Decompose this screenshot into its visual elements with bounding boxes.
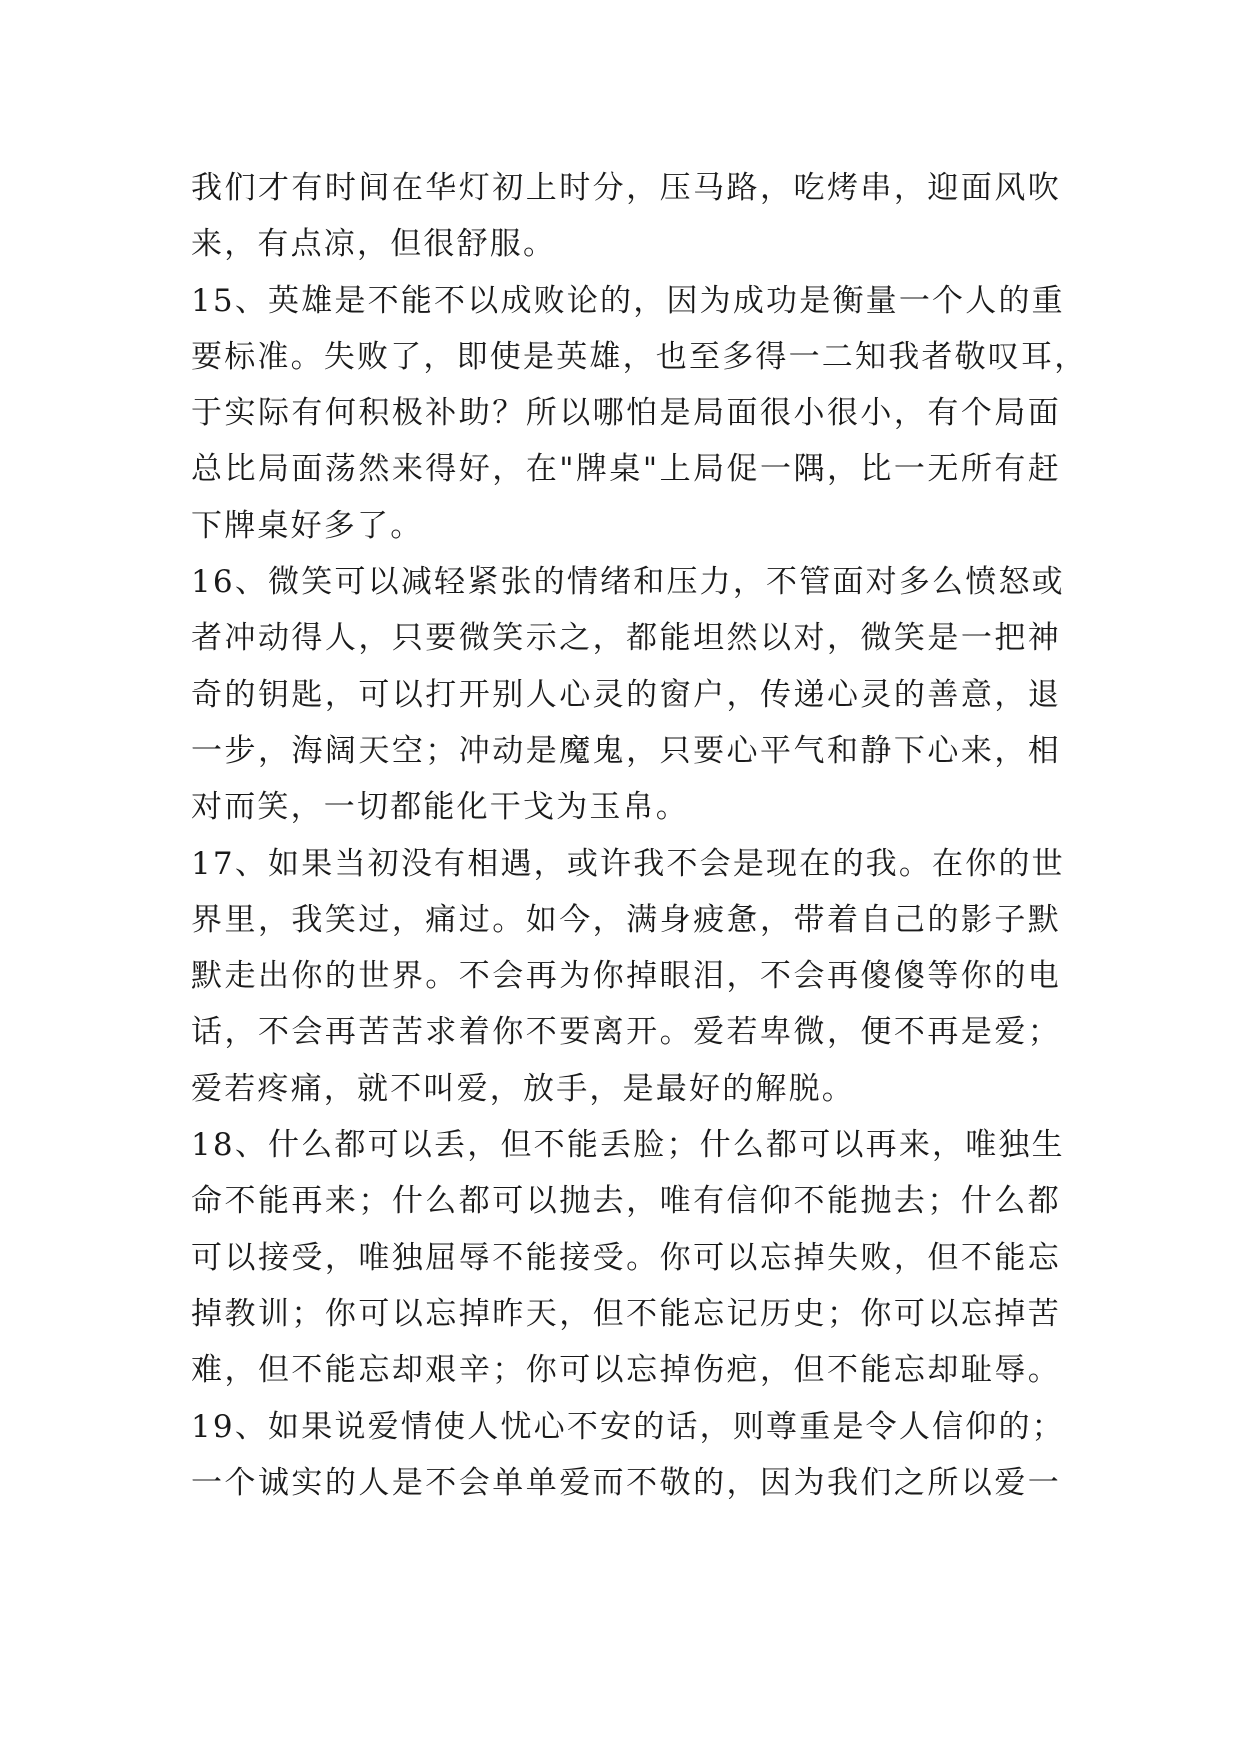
text-line: 17、如果当初没有相遇，或许我不会是现在的我。在你的世 <box>191 845 1065 882</box>
text-line: 对而笑，一切都能化干戈为玉帛。 <box>191 789 689 826</box>
text-line: 总比局面荡然来得好，在"牌桌"上局促一隅，比一无所有赶 <box>191 451 1061 488</box>
text-line: 爱若疼痛，就不叫爱，放手，是最好的解脱。 <box>191 1070 855 1107</box>
text-line: 可以接受，唯独屈辱不能接受。你可以忘掉失败，但不能忘 <box>191 1239 1061 1276</box>
text-line: 19、如果说爱情使人忧心不安的话，则尊重是令人信仰的； <box>191 1408 1065 1445</box>
document-body <box>191 160 1088 1511</box>
text-line: 者冲动得人，只要微笑示之，都能坦然以对，微笑是一把神 <box>191 620 1061 657</box>
text-line: 要标准。失败了，即使是英雄，也至多得一二知我者敬叹耳， <box>191 338 1088 375</box>
text-line: 来，有点凉，但很舒服。 <box>191 226 557 263</box>
text-line: 我们才有时间在华灯初上时分，压马路，吃烤串，迎面风吹 <box>191 170 1061 206</box>
text-line: 16、微笑可以减轻紧张的情绪和压力，不管面对多么愤怒或 <box>191 564 1065 601</box>
text-line: 命不能再来；什么都可以抛去，唯有信仰不能抛去；什么都 <box>191 1183 1061 1220</box>
text-line: 18、什么都可以丢，但不能丢脸；什么都可以再来，唯独生 <box>191 1127 1065 1164</box>
text-line: 下牌桌好多了。 <box>191 507 424 544</box>
text-line: 一步，海阔天空；冲动是魔鬼，只要心平气和静下心来，相 <box>191 732 1061 769</box>
text-line: 默走出你的世界。不会再为你掉眼泪，不会再傻傻等你的电 <box>191 958 1061 995</box>
text-line: 难，但不能忘却艰辛；你可以忘掉伤疤，但不能忘却耻辱。 <box>191 1352 1061 1389</box>
text-line: 一个诚实的人是不会单单爱而不敬的，因为我们之所以爱一 <box>191 1464 1061 1501</box>
text-line: 奇的钥匙，可以打开别人心灵的窗户，传递心灵的善意，退 <box>191 676 1061 713</box>
text-line: 掉教训；你可以忘掉昨天，但不能忘记历史；你可以忘掉苦 <box>191 1295 1061 1332</box>
text-line: 界里，我笑过，痛过。如今，满身疲惫，带着自己的影子默 <box>191 901 1061 938</box>
text-line: 话，不会再苦苦求着你不要离开。爱若卑微，便不再是爱； <box>191 1014 1061 1051</box>
text-line: 于实际有何积极补助？所以哪怕是局面很小很小，有个局面 <box>191 395 1061 432</box>
text-line: 15、英雄是不能不以成败论的，因为成功是衡量一个人的重 <box>191 282 1065 319</box>
